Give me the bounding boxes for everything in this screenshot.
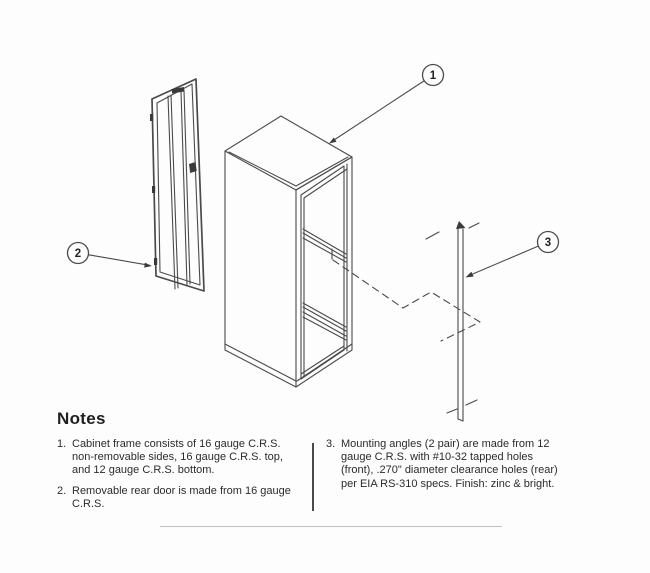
angle-extent-tick-top-right (469, 223, 479, 228)
notes-column-divider (312, 443, 314, 511)
callout-1-number: 1 (429, 70, 437, 82)
note-1-number: 1. (57, 438, 67, 450)
cabinet-opening-bottom (301, 346, 344, 379)
note-item-3 (326, 438, 564, 491)
callout-2-number: 2 (74, 248, 82, 260)
cabinet-frame-part (225, 116, 352, 387)
note-2-number: 2. (57, 484, 67, 497)
door-hinge-bottom (154, 258, 157, 265)
notes-column-1 (57, 438, 295, 518)
note-1-text: Cabinet frame consists of 16 gauge C.R.S. non-removable sides, 16 gauge C.R.S. top, and 12 gauge C.R.S. bottom. (72, 438, 283, 477)
cabinet-left-face (225, 151, 296, 387)
door-hinge-top (150, 114, 153, 121)
note-item-1 (57, 438, 295, 478)
angle-extent-tick-top-left (426, 232, 439, 239)
callout-3-number: 3 (544, 237, 552, 249)
callout-3-leader (468, 246, 539, 276)
callout-1-leader (331, 81, 425, 143)
callout-3-arrowhead (466, 272, 474, 278)
callout-1-arrowhead (329, 138, 337, 144)
callout-2-arrowhead (144, 263, 152, 268)
angle-extent-tick-bottom-right (466, 400, 477, 405)
callout-2 (68, 243, 153, 268)
door-vent-channel-left (168, 95, 178, 289)
cabinet-rail-lower (303, 303, 346, 340)
door-inner-frame (157, 84, 200, 285)
mounting-angle-part (426, 221, 479, 421)
door-latch (189, 162, 197, 173)
rear-door-part (150, 79, 204, 291)
cabinet-opening-left-jamb (301, 195, 304, 379)
cabinet-left-face-base (225, 344, 296, 381)
notes-heading: Notes (57, 409, 106, 428)
callout-2-leader (88, 255, 150, 266)
scan-artifact-line (160, 526, 502, 527)
note-3-text: Mounting angles (2 pair) are made from 12 gauge C.R.S. with #10-32 tapped holes (front), .270" diameter clearance holes (rear) per EIA RS-310 specs. Finish: zinc & bright. (341, 438, 558, 490)
callout-1 (329, 65, 444, 144)
notes-column-2 (326, 438, 564, 498)
note-item-2 (57, 485, 295, 511)
note-2-text: Removable rear door is made from 16 gauge C.R.S. (72, 484, 291, 510)
callout-3 (466, 232, 559, 278)
door-vent-channel-right (181, 90, 190, 285)
angle-extent-tick-bottom-left (447, 409, 457, 413)
mounting-angle-body (458, 227, 463, 421)
note-3-number: 3. (326, 438, 336, 450)
door-hinge-middle (152, 186, 155, 193)
cabinet-rail-upper (303, 229, 346, 262)
mounting-angle-top-tip (456, 221, 466, 229)
